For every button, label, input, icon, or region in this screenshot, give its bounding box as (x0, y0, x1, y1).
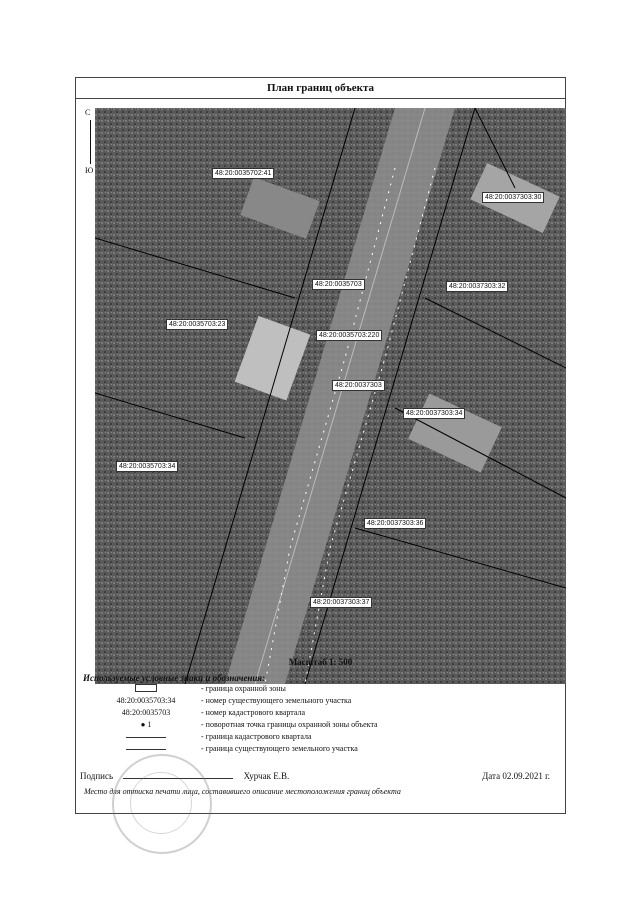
signature-date: Дата 02.09.2021 г. (482, 771, 550, 781)
map-scale: Масштаб 1: 500 (288, 657, 353, 667)
legend-item: 48:20:0035703:34 - номер существующего земельного участка (116, 696, 352, 705)
map-label-parcel: 48:20:0037303:30 (482, 192, 544, 203)
map-label-parcel: 48:20:0037303:34 (403, 408, 465, 419)
map-label-parcel: 48:20:0035703:34 (116, 461, 178, 472)
map-label-parcel: 48:20:0037303:36 (364, 518, 426, 529)
map-label-parcel: 48:20:0035703:23 (166, 319, 228, 330)
signer-name: Хурчак Е.В. (243, 771, 290, 781)
plan-title: План границ объекта (76, 78, 565, 99)
compass-north: С (85, 108, 91, 117)
compass-arrow-icon (90, 120, 91, 164)
map-label-parcel: 48:20:0035702:41 (212, 168, 274, 179)
legend-item: - граница кадастрового квартала (86, 732, 526, 744)
map-label-quarter: 48:20:0035703 (312, 279, 365, 290)
compass-south: Ю (85, 166, 94, 175)
quarter-border-symbol (96, 732, 196, 741)
legend-item: 48:20:0035703 - номер кадастрового квартала (121, 708, 306, 717)
plan-frame (75, 77, 566, 814)
legend-item: ● 1 - поворотная точка границы охранной зоны объекта (140, 720, 378, 729)
map-label-quarter: 48:20:0037303 (332, 380, 385, 391)
legend-item: - граница охранной зоны (86, 684, 526, 696)
parcel-border-symbol (96, 744, 196, 753)
seal-stamp (112, 754, 212, 854)
stamp-note: Место для оттиска печати лица, составившего описание местоположения границ объекта (84, 787, 401, 796)
map-label-parcel: 48:20:0035703:220 (316, 330, 382, 341)
compass (83, 108, 99, 178)
legend-title: Используемые условные знаки и обозначения: (83, 673, 266, 683)
zone-border-symbol (96, 684, 196, 694)
signature-label: Подпись (80, 771, 114, 781)
map-label-parcel: 48:20:0037303:32 (446, 281, 508, 292)
legend-item: - граница существующего земельного участка (86, 744, 526, 756)
map-label-parcel: 48:20:0037303:37 (310, 597, 372, 608)
